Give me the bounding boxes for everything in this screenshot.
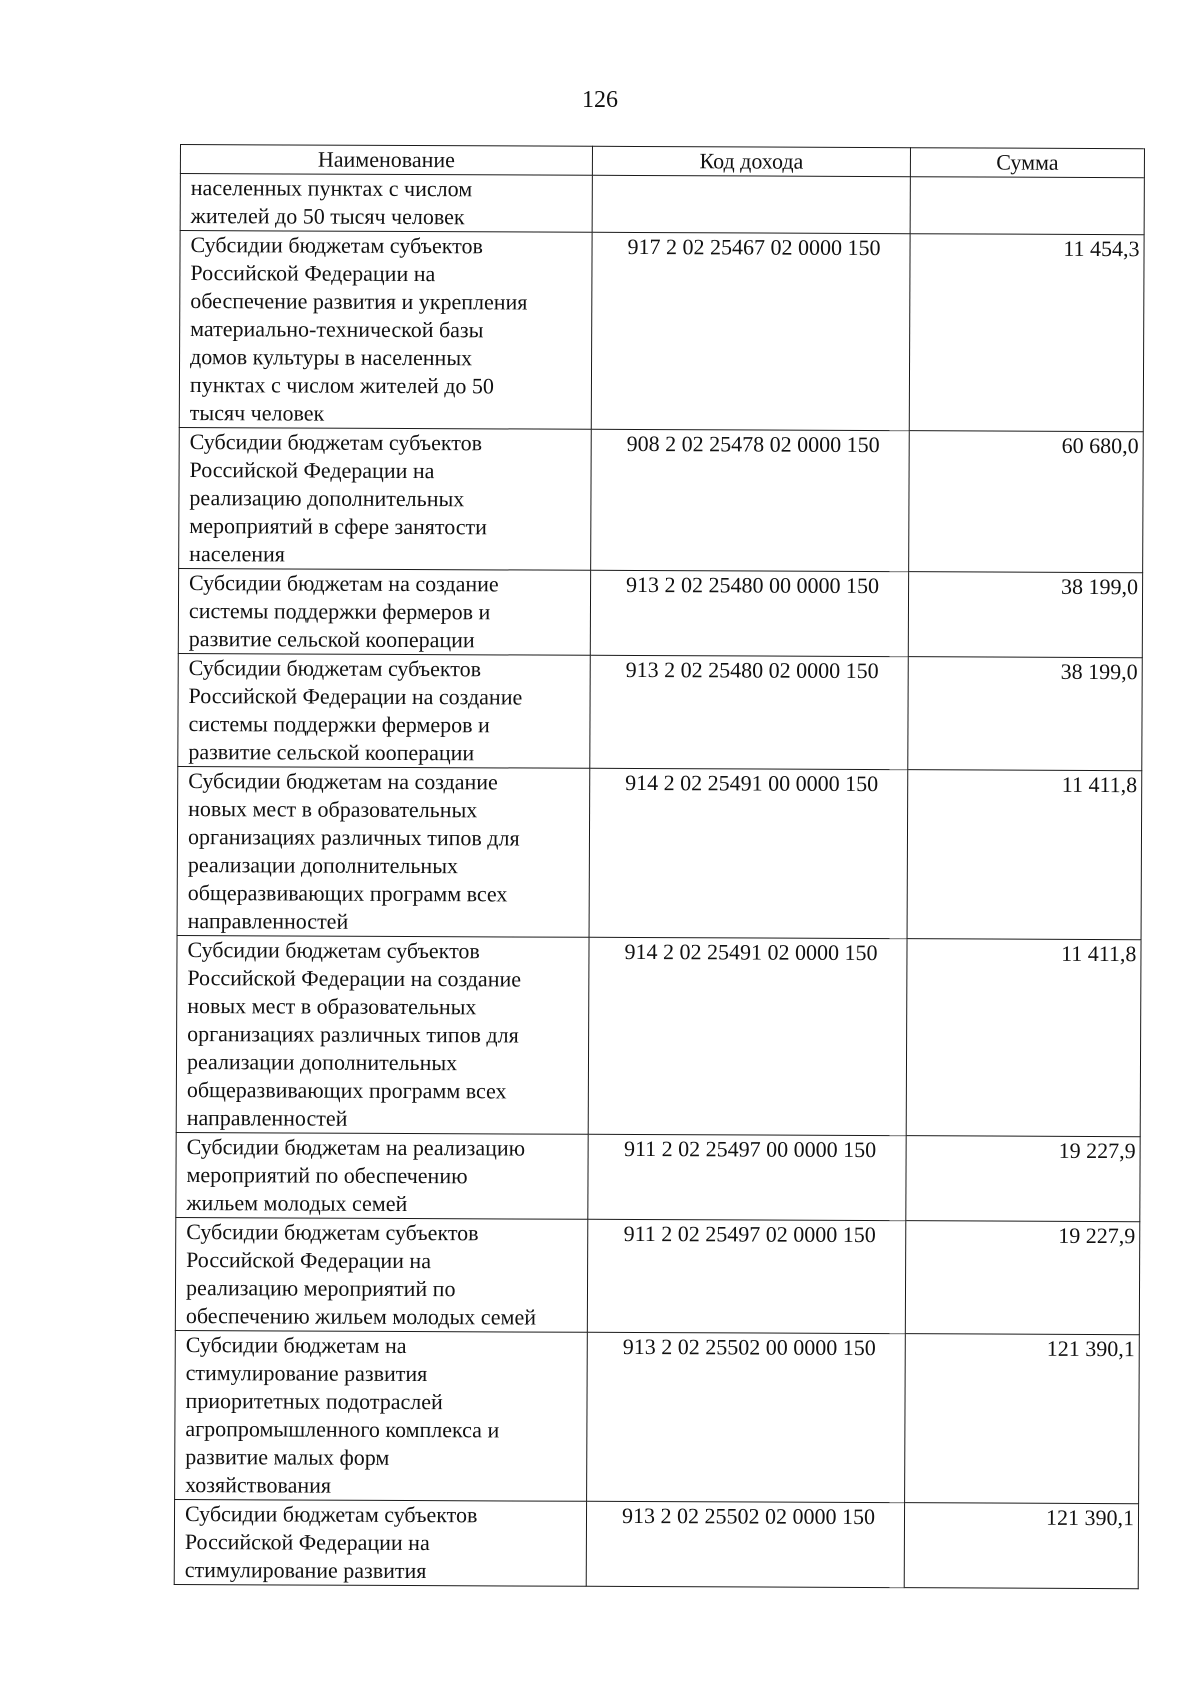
row-code: 911 2 02 25497 00 0000 150 [588,1134,906,1220]
row-sum: 11 411,8 [907,770,1142,940]
row-name: Субсидии бюджетам субъектов Российской Федерации на создание новых мест в образовательных организациях различных типов для реализации дополнительных общеразвивающих программ всех направленностей [176,935,589,1134]
row-code: 908 2 02 25478 02 0000 150 [591,429,910,571]
row-sum: 38 199,0 [908,572,1142,658]
row-name: Субсидии бюджетам на создание системы поддержки фермеров и развитие сельской кооперации [178,568,590,655]
row-name: Субсидии бюджетам субъектов Российской Федерации на реализацию мероприятий по обеспечению жильем молодых семей [175,1217,587,1332]
row-sum: 19 227,9 [905,1221,1139,1335]
table-row [175,1330,1140,1503]
row-code: 913 2 02 25480 00 0000 150 [590,570,908,656]
row-name: Субсидии бюджетам субъектов Российской Федерации на реализацию дополнительных мероприятий в сфере занятости населения [179,427,592,570]
row-name: Субсидии бюджетам субъектов Российской Федерации на обеспечение развития и укрепления материально-технической базы домов культуры в населенных пунктах с числом жителей до 50 тысяч человек [179,231,592,430]
header-code: Код дохода [592,146,910,176]
table-row [177,766,1142,939]
row-code: 911 2 02 25497 02 0000 150 [587,1219,905,1333]
revenue-table [174,144,1145,1589]
table-row [179,231,1144,432]
row-code: 913 2 02 25502 00 0000 150 [587,1332,906,1502]
row-sum: 19 227,9 [906,1136,1140,1222]
row-name: Субсидии бюджетам на создание новых мест в образовательных организациях различных типов для реализации дополнительных общеразвивающих программ всех направленностей [177,766,590,937]
row-code: 914 2 02 25491 02 0000 150 [588,937,907,1135]
row-sum: 11 454,3 [909,234,1144,432]
row-code: 914 2 02 25491 00 0000 150 [589,768,908,938]
row-sum: 121 390,1 [905,1334,1140,1504]
row-sum: 60 680,0 [909,431,1144,573]
row-code: 913 2 02 25502 02 0000 150 [586,1501,904,1587]
row-code: 913 2 02 25480 02 0000 150 [590,655,908,769]
row-name: Субсидии бюджетам на реализацию мероприятий по обеспечению жильем молодых семей [176,1132,588,1219]
header-sum: Сумма [910,148,1144,178]
row-sum: 38 199,0 [908,657,1142,771]
table-row [178,568,1142,657]
table-row [174,1499,1138,1588]
row-sum [910,177,1144,235]
row-name: Субсидии бюджетам субъектов Российской Федерации на стимулирование развития [174,1499,586,1586]
header-name: Наименование [180,145,592,176]
table-row [175,1217,1139,1334]
row-name: Субсидии бюджетам на стимулирование развития приоритетных подотраслей агропромышленного комплекса и развитие малых форм хозяйствования [175,1330,588,1501]
row-code: 917 2 02 25467 02 0000 150 [591,232,910,430]
row-name: населенных пунктах с числом жителей до 50 тысяч человек [180,174,592,233]
table-row [176,1132,1140,1221]
row-sum: 11 411,8 [906,939,1141,1137]
table-row [176,935,1141,1136]
page-number: 126 [582,87,618,113]
row-code [592,175,910,233]
table-row [178,653,1142,770]
row-sum: 121 390,1 [904,1503,1138,1589]
table-header-row [180,145,1144,178]
row-name: Субсидии бюджетам субъектов Российской Федерации на создание системы поддержки фермеров и развитие сельской кооперации [178,653,590,768]
table-row [180,174,1144,235]
table-row [179,427,1144,572]
